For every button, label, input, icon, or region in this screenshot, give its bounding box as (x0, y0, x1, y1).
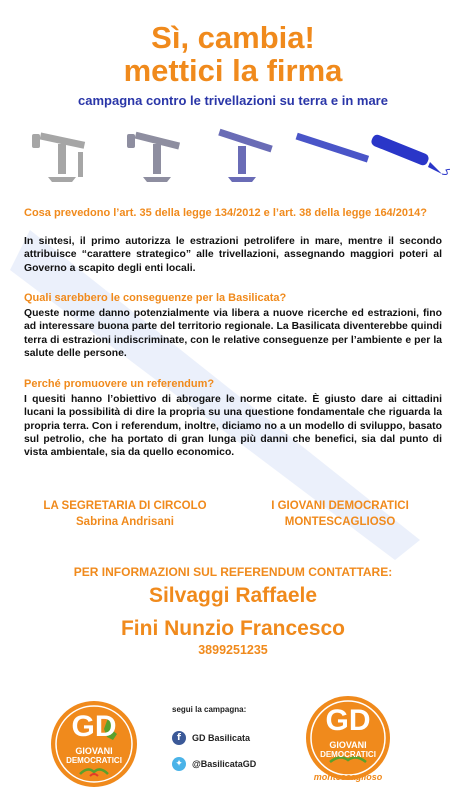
facebook-link[interactable] (172, 731, 250, 745)
oil-pump-icon (32, 132, 85, 182)
signature-left-name: Sabrina Andrisani (76, 516, 174, 528)
title-line-1: Sì, cambia! (151, 20, 315, 55)
pen-icon (296, 133, 369, 163)
facebook-icon: f (172, 731, 186, 745)
signature-right-place: MONTESCAGLIOSO (284, 516, 396, 528)
signature-right (240, 498, 440, 530)
follow-label: segui la campagna: (172, 705, 247, 714)
answer-2: Queste norme danno potenzialmente via libera a nuove ricerche ed estrazioni, fino ad interessare buona parte del territorio regionale. La Basilicata diventerebbe quindi terra di estrazioni indiscriminate, con le relative conseguenze per l’ambiente e per la salute delle persone. (24, 308, 442, 359)
facebook-handle: GD Basilicata (192, 733, 251, 743)
twitter-link[interactable] (172, 757, 256, 771)
pen-icon (370, 133, 450, 174)
twitter-handle: @BasilicataGD (192, 759, 257, 769)
contact-name-1: Silvaggi Raffaele (148, 584, 318, 607)
contact-phone: 3899251235 (198, 643, 268, 657)
title-line-2: mettici la firma (123, 53, 343, 88)
signature-left-role: LA SEGRETARIA DI CIRCOLO (43, 500, 207, 512)
gd-logo-left-text1: GIOVANI (75, 746, 113, 756)
question-1: Cosa prevedono l’art. 35 della legge 134/2012 e l’art. 38 della legge 164/2014? (24, 207, 427, 219)
question-3: Perché promuovere un referendum? (24, 378, 215, 390)
oil-pump-icon (218, 129, 272, 182)
answer-1: In sintesi, il primo autorizza le estrazioni petrolifere in mare, mentre il secondo attribuisce “carattere strategico” alle trivellazioni, assegnando maggiori poteri al Governo a scapito degli enti locali. (24, 236, 442, 274)
pump-to-pen-icons (30, 122, 450, 192)
contact-heading: PER INFORMAZIONI SUL REFERENDUM CONTATTARE: (73, 565, 393, 579)
gd-logo-right-letters: GD (325, 704, 371, 737)
contact-name-2: Fini Nunzio Francesco (120, 617, 346, 640)
oil-pump-icon (127, 132, 180, 182)
gd-logo-right (300, 692, 396, 788)
gd-logo-left-text2: DEMOCRATICI (66, 756, 122, 765)
answer-3: I quesiti hanno l’obiettivo di abrogare le norme citate. È giusto dare ai cittadini lucani la possibilità di dire la propria su una questione fondamentale che riguarda la propria terra. Con i referendum, inoltre, diciamo no a un modello di sviluppo, basato sul petrolio, che ha portato di gran lunga più danni che benefici, sia dal punto di vista ambientale, sia da quello economico. (24, 394, 442, 459)
gd-logo-left (50, 700, 138, 788)
gd-logo-right-text1: GIOVANI (329, 740, 367, 750)
gd-logo-left-letters: GD (71, 710, 117, 743)
gd-logo-right-text2: DEMOCRATICI (320, 750, 376, 759)
question-2: Quali sarebbero le conseguenze per la Basilicata? (24, 292, 287, 304)
gd-logo-right-caption: montescaglioso (313, 772, 383, 782)
subtitle: campagna contro le trivellazioni su terra e in mare (78, 93, 388, 108)
signature-left (30, 498, 220, 530)
signature-right-org: I GIOVANI DEMOCRATICI (271, 500, 409, 512)
twitter-icon: ✦ (172, 757, 186, 771)
